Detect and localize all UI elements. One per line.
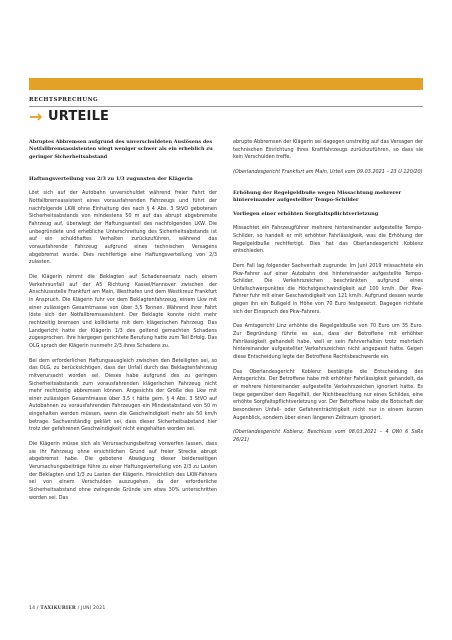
arrow-right-icon: → [29,107,43,126]
right-column [233,139,423,445]
footer-separator: / [77,606,82,611]
article-heading: Erhöhung der Regelgeldbuße wegen Missachtung mehrerer hintereinander aufgestellter Tempo-Schilder [233,189,402,203]
paragraph: Missachtet ein Fahrzeugführer mehrere hintereinander aufgestellte Tempo-Schilder, so handelt er mit erhöhter Fahrlässigkeit, was die Erhöhung der Regelgeldbuße rechtfertigt. Dies hat das Oberlandesgericht Koblenz entschieden. [233,225,423,255]
paragraph: abrupte Abbremsen der Klägerin sei dagegen unstreitig auf das Versagen der technischen Einrichtung ihres Kraftfahrzeugs zurückzuführen, so dass sie kein Verschulden treffe. [233,139,423,161]
article-lead: Abruptes Abbremsen aufgrund des unverschuldeten Auslösens des Notfallbremsassistenten wiegt weniger schwer als ein erheblich zu geringer Sicherheitsabstand [29,139,213,160]
paragraph: Löst sich auf der Autobahn unverschuldet während freier Fahrt der Notfallbremsassistent eines vorausfahrenden Fahrzeugs und führt der nachfolgende LKW ohne Einhaltung des nach § 4 Abs. 3 StVO gebotenen Sicherheitsabstands von mindestens 50 m auf das abrupt abgebremste Fahrzeug auf, überwiegt der Haftungsanteil des nachfolgenden LKW. Die unbegründete und erhebliche Unterschreitung des Sicherheitsabstands ist auf ein schuldhaftes Verhalten zurückzuführen, während das vorausfahrende Fahrzeug aufgrund eines technischen Versagens abgebremst wurde. Dies rechtfertige eine Haftungsverteilung von 2/3 zulasten. [29,190,217,266]
page-footer [29,606,105,611]
paragraph: Dem Fall lag folgender Sachverhalt zugrunde: Im Juni 2019 missachtete ein Pkw-Fahrer auf einer Autobahn drei hintereinander aufgestellte Tempo-Schilder. Die Verkehrszeichen beschränkten aufgrund eines Unfallschwerpunktes die Höchstgeschwindigkeit auf 100 km/h. Der Pkw-Fahrer fuhr mit einer Geschwindigkeit von 121 km/h. Aufgrund dessen wurde gegen ihn ein Bußgeld in Höhe von 70 Euro festgesetzt. Dagegen richtete sich der Einspruch des Pkw-Fahrers. [233,262,423,315]
section-label: RECHTSPRECHUNG [29,97,99,103]
section-divider [29,106,423,107]
paragraph: Die Klägerin nimmt die Beklagten auf Schadensersatz nach einem Verkehrsunfall auf der A5 Richtung Kassel/Hannover zwischen der Anschlussstelle Frankfurt am Main, Westhafen und dem Westkreuz Frankfurt in Anspruch. Die Klägerin fuhr vor dem Beklagtenfahrzeug, einem Lkw mit einer zulässigen Gesamtmasse von über 3,5 Tonnen. Während ihrer Fahrt löste sich der Notfallbremsassistent. Der Beklagte konnte nicht mehr rechtzeitig bremsen und kollidierte mit dem klägerischen Fahrzeug. Das Landgericht hatte der Klägerin 1/3 des geltend gemachten Schadens zugesprochen. Ihre hiergegen gerichtete Berufung hatte zum Teil Erfolg. Das OLG sprach der Klägerin nunmehr 2/3 ihres Schadens zu. [29,273,217,349]
court-citation: (Oberlandesgericht Koblenz, Beschluss vom 08.03.2021 – 4 OWi 6 SsRs 26/21) [233,429,423,443]
paragraph: Bei dem erforderlichen Haftungsausgleich zwischen den Beteiligten sei, so das OLG, zu berücksichtigen, dass der Unfall durch das Beklagtenfahrzeug mitverursacht worden sei. Dieses habe aufgrund des zu geringen Sicherheitsabstands zum vorausfahrenden klägerischen Fahrzeug nicht mehr rechtzeitig abbremsen können. Angesichts der Größe des Lkw mit einer zulässigen Gesamtmasse über 3,5 t hätte gem. § 4 Abs. 3 StVO auf Autobahnen zu vorausfahrenden Fahrzeugen ein Mindestabstand von 50 m eingehalten werden müssen, wenn die Geschwindigkeit mehr als 50 km/h betrage. Sachverständig geklärt sei, dass dieser Sicherheitsabstand hier trotz der gefahrenen Geschwindigkeit nicht eingehalten worden sei. [29,357,217,433]
page-title: URTEILE [48,109,110,124]
left-column [29,139,217,509]
article-subheading: Vorliegen einer erhöhten Sorgfaltspflichtverletzung [233,211,379,218]
paragraph: Das Oberlandesgericht Koblenz bestätigte die Entscheidung des Amtsgerichts. Der Betroffene habe mit erhöhter Fahrlässigkeit gehandelt, da er mehrere hintereinander aufgestellte Verkehrszeichen ignoriert hatte. Es liege gegenüber dem Regelfall, der Nichtbeachtung nur eines Schildes, eine erhöhte Sorgfaltspflichtverletzung vor. Der Betroffene habe die Botschaft der besonderen Unfall- oder Gefahrenträchtigkeit nicht nur in einem kurzen Augenblick, sondern über einen längeren Zeitraum ignoriert. [233,368,423,421]
article-subheading: Haftungsverteilung von 2/3 zu 1/3 zugunsten der Klägerin [29,176,193,183]
court-citation: (Oberlandesgericht Frankfurt am Main, Urteil vom 09.03.2021 – 23 U 120/20) [233,168,423,175]
accent-bar [29,78,423,90]
page-number: 14 [29,606,36,611]
issue-date: JUNI 2021 [81,606,106,611]
magazine-name: TAXIKURIER [40,606,76,611]
paragraph: Das Amtsgericht Linz erhöhte die Regelgeldbuße von 70 Euro um 35 Euro. Zur Begründung führte es aus, dass der Betroffene mit erhöhter Fahrlässigkeit gehandelt habe, weil er sein Fahrverhalten trotz mehrfach hintereinander aufgestellter Verkehrszeichen nicht angepasst hatte. Gegen diese Entscheidung legte der Betroffene Rechtsbeschwerde ein. [233,323,423,361]
paragraph: Die Klägerin müsse sich als Verursachungsbeitrag vorwerfen lassen, dass sie ihr Fahrzeug ohne ersichtlichen Grund auf freier Strecke abrupt abgebremst habe. Die gebotene Abwägung dieser beiderseitigen Verursachungsbeiträge führe zu einer Haftungsverteilung von 2/3 zu Lasten der Beklagten und 1/3 zu Lasten der Klägerin. Hinsichtlich des LKW-Fahrers sei von einem Verschulden auszugehen, da der erforderliche Sicherheitsabstand ohne zwingende Gründe um etwa 30% unterschritten worden sei. Das [29,441,217,501]
footer-separator: / [36,606,41,611]
